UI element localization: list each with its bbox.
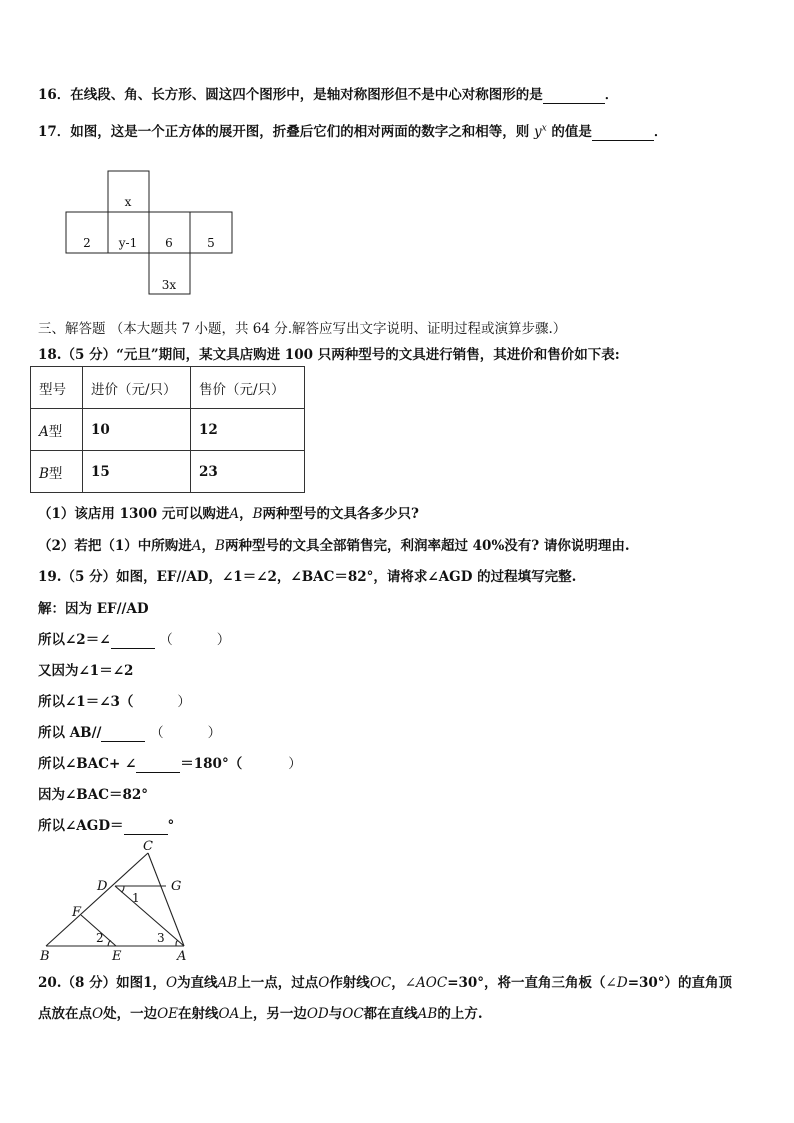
q19-reason-blank-3[interactable] [133,694,177,710]
q18-part2-b: B [215,538,225,554]
row-price: 12 [191,409,305,451]
q19-sum-text: ＝180°（ [180,756,243,772]
q19-step-text: 所以∠1＝∠3（ [38,694,134,710]
q19-step-4 [38,721,221,742]
q19-step-6 [38,783,148,803]
q18-part2-a: A [191,538,202,554]
net-label-top: x [124,195,132,209]
q19-step-text: 所以∠BAC+ ∠ [38,756,137,772]
point-E: E [112,949,122,964]
q19-reason-open: （ [159,632,173,648]
q19-step-7 [38,814,174,835]
q19-reason-blank-1[interactable] [173,632,217,648]
row-type-letter: A [39,423,49,440]
q20-text: 在射线 [178,1006,219,1022]
q19-blank-1[interactable] [111,632,155,649]
q20-var: ∠AOC [404,975,448,991]
q20-text: 都在直线 [363,1006,418,1022]
section3-title [38,317,566,337]
q20-text: ， [391,975,405,991]
q20-var: O [92,1006,104,1022]
side-CA [148,853,184,946]
q19-intro-text: 19.（5 分）如图，EF//AD，∠1＝∠2，∠BAC＝82°，请将求∠AGD 的过程填写完整. [38,569,577,585]
q18-price-table [30,366,305,493]
q19-reason-blank-4[interactable] [164,725,208,741]
q18-part1-a: A [229,506,240,522]
q19-step-2 [38,659,133,679]
q17-text-b: 的值是 [551,124,592,140]
row-type-letter: B [39,465,49,482]
point-B: B [40,949,50,964]
table-row [31,451,305,493]
table-row [31,409,305,451]
header-type: 型号 [31,367,83,409]
q20-var: OD [306,1006,329,1022]
net-label-middle-3: 6 [165,236,173,250]
angle-label-1: 1 [132,891,140,905]
q18-part1-text: （1）该店用 1300 元可以购进 [38,506,230,522]
q20-text: 与 [328,1006,343,1022]
q20-var: AB [217,975,238,991]
q18-intro-text: 18.（5 分）“元旦”期间，某文具店购进 100 只两种型号的文具进行销售，其进价和售价如下表: [38,347,620,363]
row-cost: 10 [83,409,191,451]
q20-text: =30°，将一直角三角板（ [447,975,606,991]
q19-blank-5[interactable] [136,756,180,773]
net-label-middle-1: 2 [83,236,91,250]
q18-part2-rest: 两种型号的文具全部销售完，利润率超过 40%没有? 请你说明理由. [224,538,630,554]
row-price: 23 [191,451,305,493]
q20-var: AB [417,1006,438,1022]
q18-part1 [38,502,419,522]
q19-blank-7[interactable] [124,818,168,835]
segment-DA [115,886,184,946]
net-label-middle-4: 5 [207,236,215,250]
q18-part2 [38,534,630,554]
segment-FE [81,915,116,946]
q20-var: O [165,975,178,991]
q19-step-text: 又因为∠1＝∠2 [38,663,134,679]
angle-label-3: 3 [157,931,165,945]
net-label-bottom: 3x [161,278,177,292]
q17-power-base: y [534,124,542,140]
section3-title-text: 三、解答题 （本大题共 7 小题，共 64 分.解答应写出文字说明、证明过程或演算步骤.） [38,321,567,337]
q19-reason-close: ） [177,694,191,710]
q19-step-text: 所以∠AGD＝ [38,818,124,834]
q19-step-1 [38,628,230,649]
q18-part1-rest: 两种型号的文具各多少只? [262,506,419,522]
row-cost: 15 [83,451,191,493]
point-C: C [143,839,153,854]
point-F: F [72,905,82,920]
cube-net-figure [0,0,794,310]
angle-mark-2 [108,941,111,946]
q20-text: 的上方. [437,1006,483,1022]
q20-line-1 [38,971,732,991]
q19-intro [38,565,576,585]
header-cost: 进价（元/只） [83,367,191,409]
q19-reason-close: ） [288,756,302,772]
q17-end: ． [653,124,668,140]
q20-text: =30°）的直角顶 [627,975,733,991]
q18-part2-text: （2）若把（1）中所购进 [38,538,192,554]
q20-text: 20.（8 分）如图1， [38,975,166,991]
q20-line-2 [38,1002,483,1022]
q19-step-5 [38,752,302,773]
q18-intro [38,343,620,363]
net-label-middle-2: y-1 [118,236,138,250]
q20-var: ∠D [605,975,628,991]
point-D: D [97,879,108,894]
q19-step-text: 因为∠BAC＝82° [38,787,148,803]
angle-label-2: 2 [96,931,104,945]
q16-text: 16．在线段、角、长方形、圆这四个图形中，是轴对称图形但不是中心对称图形的是 [38,87,543,103]
row-type-suffix: 型 [48,423,63,440]
table-header-row [31,367,305,409]
q20-var: OE [157,1006,179,1022]
q19-step-text: 所以 AB// [38,725,102,741]
q20-text: 作射线 [329,975,370,991]
header-price: 售价（元/只） [191,367,305,409]
q17-power-exponent: x [541,123,547,134]
row-type [31,451,83,493]
q19-step-3 [38,690,191,710]
q17-text-a: 17．如图，这是一个正方体的展开图，折叠后它们的相对两面的数字之和相等，则 [38,124,530,140]
angle-mark-1 [121,886,124,892]
q20-var: OC [369,975,392,991]
q19-reason-close: ） [207,725,222,741]
q19-step-0 [38,597,149,617]
q19-degree: ° [167,818,175,834]
q19-reason-open: （ [150,725,164,741]
q18-part2-comma: ， [201,538,216,554]
q20-text: 点放在点 [38,1006,92,1022]
row-type [31,409,83,451]
q20-text: 为直线 [177,975,218,991]
q19-step-text: 所以∠2＝∠ [38,632,111,648]
row-type-suffix: 型 [48,465,63,482]
q18-part1-b: B [252,506,263,522]
q20-var: OC [342,1006,364,1022]
angle-mark-3 [176,941,178,946]
q16-end: ． [604,87,619,103]
q19-step-text: 解：因为 EF//AD [38,601,149,617]
q20-text: 上，另一边 [239,1006,307,1022]
q19-reason-close: ） [216,632,231,648]
q20-text: 上一点，过点 [237,975,319,991]
point-A: A [177,949,187,964]
q20-var: OA [218,1006,240,1022]
point-G: G [171,879,182,894]
q19-reason-blank-5[interactable] [242,756,288,772]
side-CB [46,853,148,946]
q20-text: 处，一边 [103,1006,158,1022]
q18-part1-comma: ， [239,506,253,522]
q19-blank-4[interactable] [101,725,145,742]
q20-var: O [318,975,330,991]
